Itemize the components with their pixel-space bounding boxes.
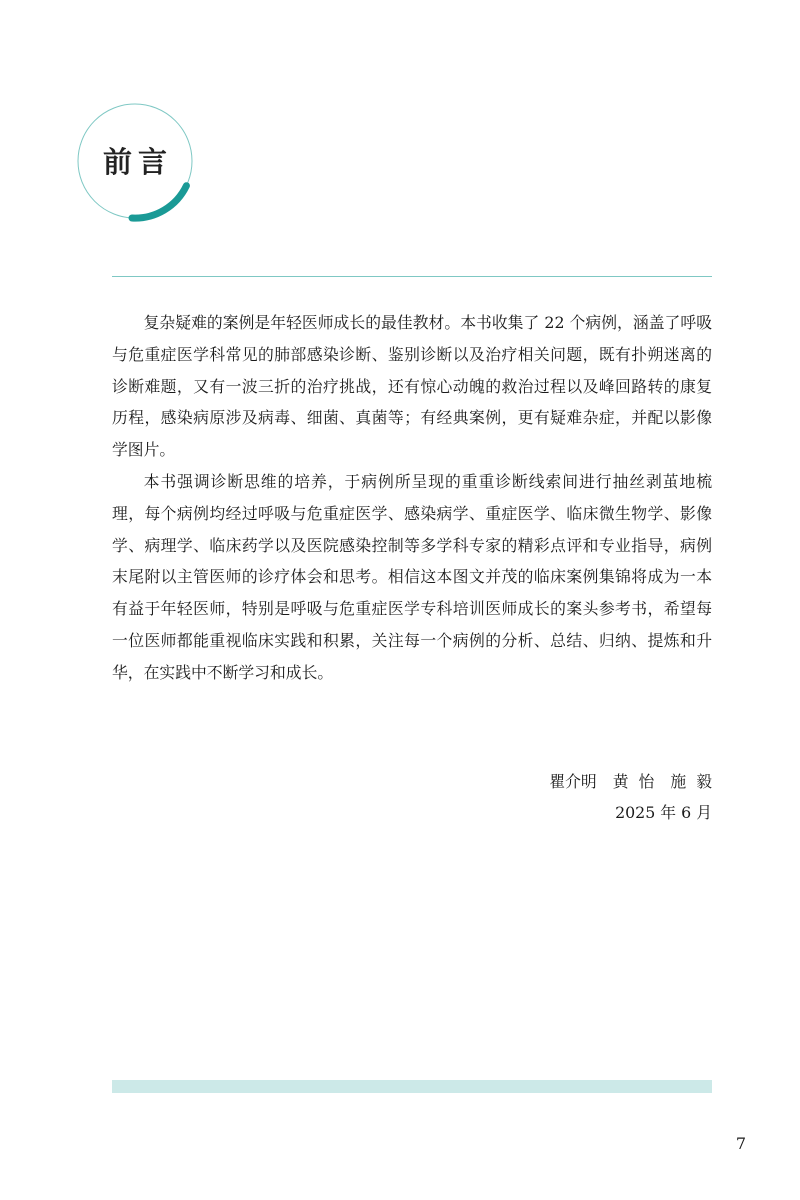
bottom-decorative-band (112, 1080, 712, 1093)
signature-date: 2025 年 6 月 (615, 803, 712, 822)
author-name: 瞿介明 (549, 772, 597, 791)
page-title: 前言 (103, 145, 174, 179)
top-divider (112, 276, 712, 277)
paragraph: 本书强调诊断思维的培养，于病例所呈现的重重诊断线索间进行抽丝剥茧地梳理，每个病例均经过呼吸与危重症医学、感染病学、重症医学、临床微生物学、影像学、病理学、临床药学以及医院感染控制等多学科专家的精彩点评和专业指导，病例末尾附以主管医师的诊疗体会和思考。相信这本图文并茂的临床案例集锦将成为一本有益于年轻医师，特别是呼吸与危重症医学专科培训医师成长的案头参考书，希望每一位医师都能重视临床实践和积累，关注每一个病例的分析、总结、归纳、提炼和升华，在实践中不断学习和成长。 (112, 471, 712, 682)
page-number: 7 (735, 1134, 746, 1153)
preface-body (112, 307, 712, 689)
heading-badge (76, 102, 196, 222)
author-name: 施 毅 (670, 772, 712, 791)
signature-block (549, 766, 712, 828)
author-names (549, 766, 712, 797)
paragraph: 复杂疑难的案例是年轻医师成长的最佳教材。本书收集了 22 个病例，涵盖了呼吸与危重症医学科常见的肺部感染诊断、鉴别诊断以及治疗相关问题，既有扑朔迷离的诊断难题，又有一波三折的治疗挑战，还有惊心动魄的救治过程以及峰回路转的康复历程，感染病原涉及病毒、细菌、真菌等；有经典案例，更有疑难杂症，并配以影像学图片。 (112, 313, 712, 460)
author-name: 黄 怡 (612, 772, 655, 791)
